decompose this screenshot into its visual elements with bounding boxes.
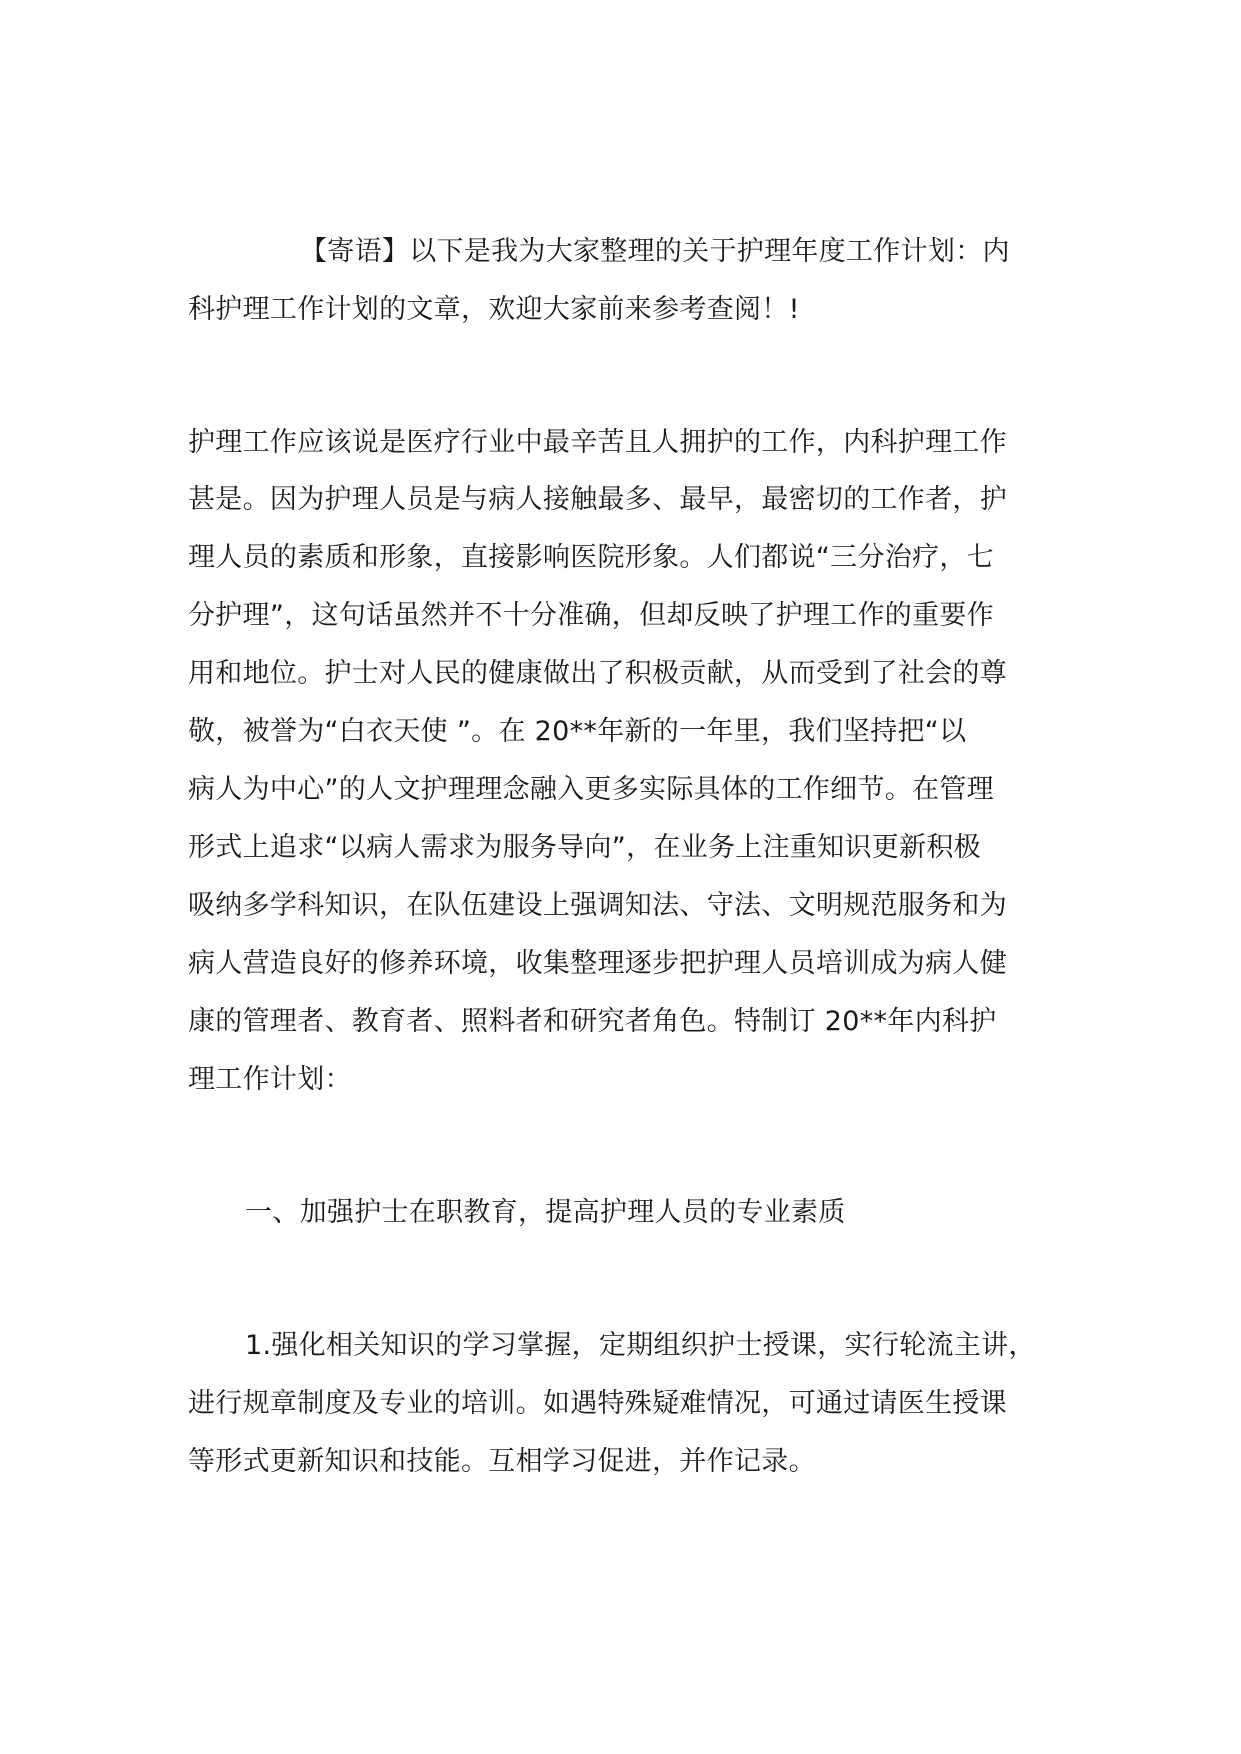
body-line-4: 分护理”，这句话虽然并不十分准确，但却反映了护理工作的重要作 (188, 600, 994, 631)
body-line-11: 康的管理者、教育者、照料者和研究者角色。特制订 20**年内科护 (188, 1006, 997, 1037)
body-line-1: 护理工作应该说是医疗行业中最辛苦且人拥护的工作，内科护理工作 (188, 427, 1007, 458)
body-line-7: 病人为中心”的人文护理理念融入更多实际具体的工作细节。在管理 (188, 774, 994, 805)
item1-line-1: 1.强化相关知识的学习掌握，定期组织护士授课，实行轮流主讲， (245, 1330, 1036, 1361)
body-line-5: 用和地位。护士对人民的健康做出了积极贡献，从而受到了社会的尊 (188, 658, 1007, 689)
body-line-9: 吸纳多学科知识，在队伍建设上强调知法、守法、文明规范服务和为 (188, 890, 1007, 921)
intro-line-2: 科护理工作计划的文章，欢迎大家前来参考查阅！! (188, 294, 800, 325)
intro-line-1: 【寄语】以下是我为大家整理的关于护理年度工作计划：内 (300, 236, 1010, 267)
body-line-12: 理工作计划： (188, 1064, 352, 1095)
body-line-10: 病人营造良好的修养环境，收集整理逐步把护理人员培训成为病人健 (188, 948, 1007, 979)
section-heading: 一、加强护士在职教育，提高护理人员的专业素质 (245, 1197, 846, 1228)
body-line-2: 甚是。因为护理人员是与病人接触最多、最早，最密切的工作者，护 (188, 484, 1007, 515)
body-line-8: 形式上追求“以病人需求为服务导向”，在业务上注重知识更新积极 (188, 832, 981, 863)
body-line-3: 理人员的素质和形象，直接影响医院形象。人们都说“三分治疗，七 (188, 542, 994, 573)
body-line-6: 敬，被誉为“白衣天使 ”。在 20**年新的一年里，我们坚持把“以 (188, 716, 967, 747)
item1-line-2: 进行规章制度及专业的培训。如遇特殊疑难情况，可通过请医生授课 (188, 1388, 1007, 1419)
item1-line-3: 等形式更新知识和技能。互相学习促进，并作记录。 (188, 1446, 816, 1477)
